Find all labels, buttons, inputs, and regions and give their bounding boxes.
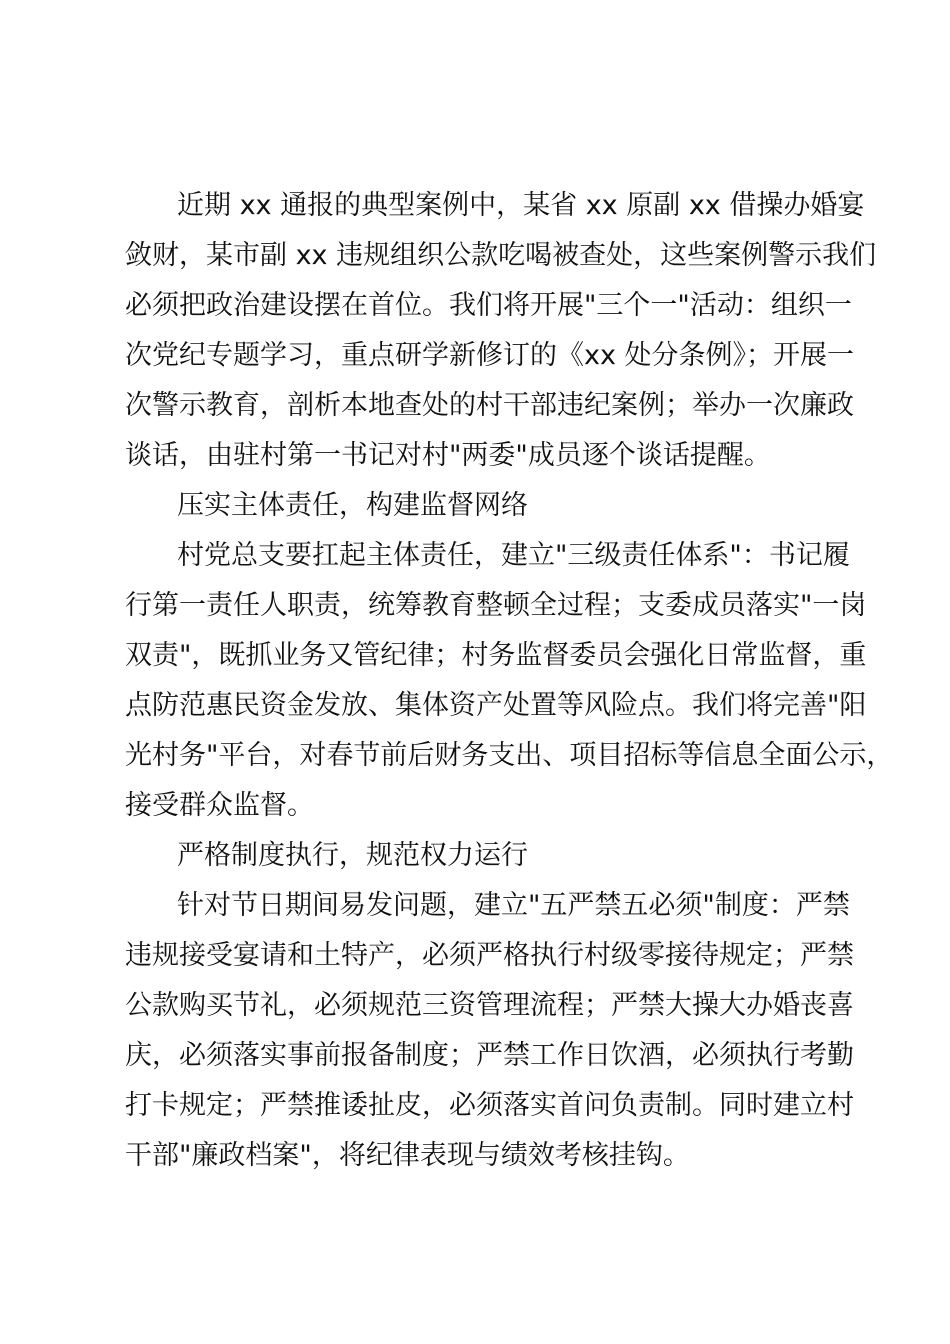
- paragraph-1-line-6: 谈话，由驻村第一书记对村"两委"成员逐个谈话提醒。: [125, 440, 771, 471]
- paragraph-3-line-5: 打卡规定；严禁推诿扯皮，必须落实首问负责制。同时建立村: [125, 1090, 854, 1121]
- paragraph-2-line-2: 行第一责任人职责，统筹教育整顿全过程；支委成员落实"一岗: [125, 590, 867, 621]
- paragraph-1-line-1: 近期 xx 通报的典型案例中，某省 xx 原副 xx 借操办婚宴: [177, 190, 865, 221]
- section-heading-1: 压实主体责任，构建监督网络: [177, 490, 528, 521]
- paragraph-3-line-6: 干部"廉政档案"，将纪律表现与绩效考核挂钩。: [125, 1140, 690, 1171]
- paragraph-2-line-1: 村党总支要扛起主体责任，建立"三级责任体系"：书记履: [177, 540, 850, 571]
- paragraph-2-line-4: 点防范惠民资金发放、集体资产处置等风险点。我们将完善"阳: [125, 690, 867, 721]
- paragraph-3-line-3: 公款购买节礼，必须规范三资管理流程；严禁大操大办婚丧喜: [125, 990, 854, 1021]
- paragraph-1-line-2: 敛财，某市副 xx 违规组织公款吃喝被查处，这些案例警示我们: [125, 240, 877, 271]
- paragraph-3-line-4: 庆，必须落实事前报备制度；严禁工作日饮酒，必须执行考勤: [125, 1040, 854, 1071]
- paragraph-1-line-3: 必须把政治建设摆在首位。我们将开展"三个一"活动：组织一: [125, 290, 852, 321]
- paragraph-3-line-2: 违规接受宴请和土特产，必须严格执行村级零接待规定；严禁: [125, 940, 854, 971]
- paragraph-3-line-1: 针对节日期间易发问题，建立"五严禁五必须"制度：严禁: [177, 890, 850, 921]
- paragraph-2-line-6: 接受群众监督。: [125, 790, 314, 821]
- section-heading-2: 严格制度执行，规范权力运行: [177, 840, 528, 871]
- paragraph-2-line-3: 双责"，既抓业务又管纪律；村务监督委员会强化日常监督，重: [125, 640, 867, 671]
- paragraph-1-line-4: 次党纪专题学习，重点研学新修订的《xx 处分条例》；开展一: [125, 340, 855, 371]
- paragraph-1-line-5: 次警示教育，剖析本地查处的村干部违纪案例；举办一次廉政: [125, 390, 854, 421]
- paragraph-2-line-5: 光村务"平台，对春节前后财务支出、项目招标等信息全面公示，: [125, 740, 894, 771]
